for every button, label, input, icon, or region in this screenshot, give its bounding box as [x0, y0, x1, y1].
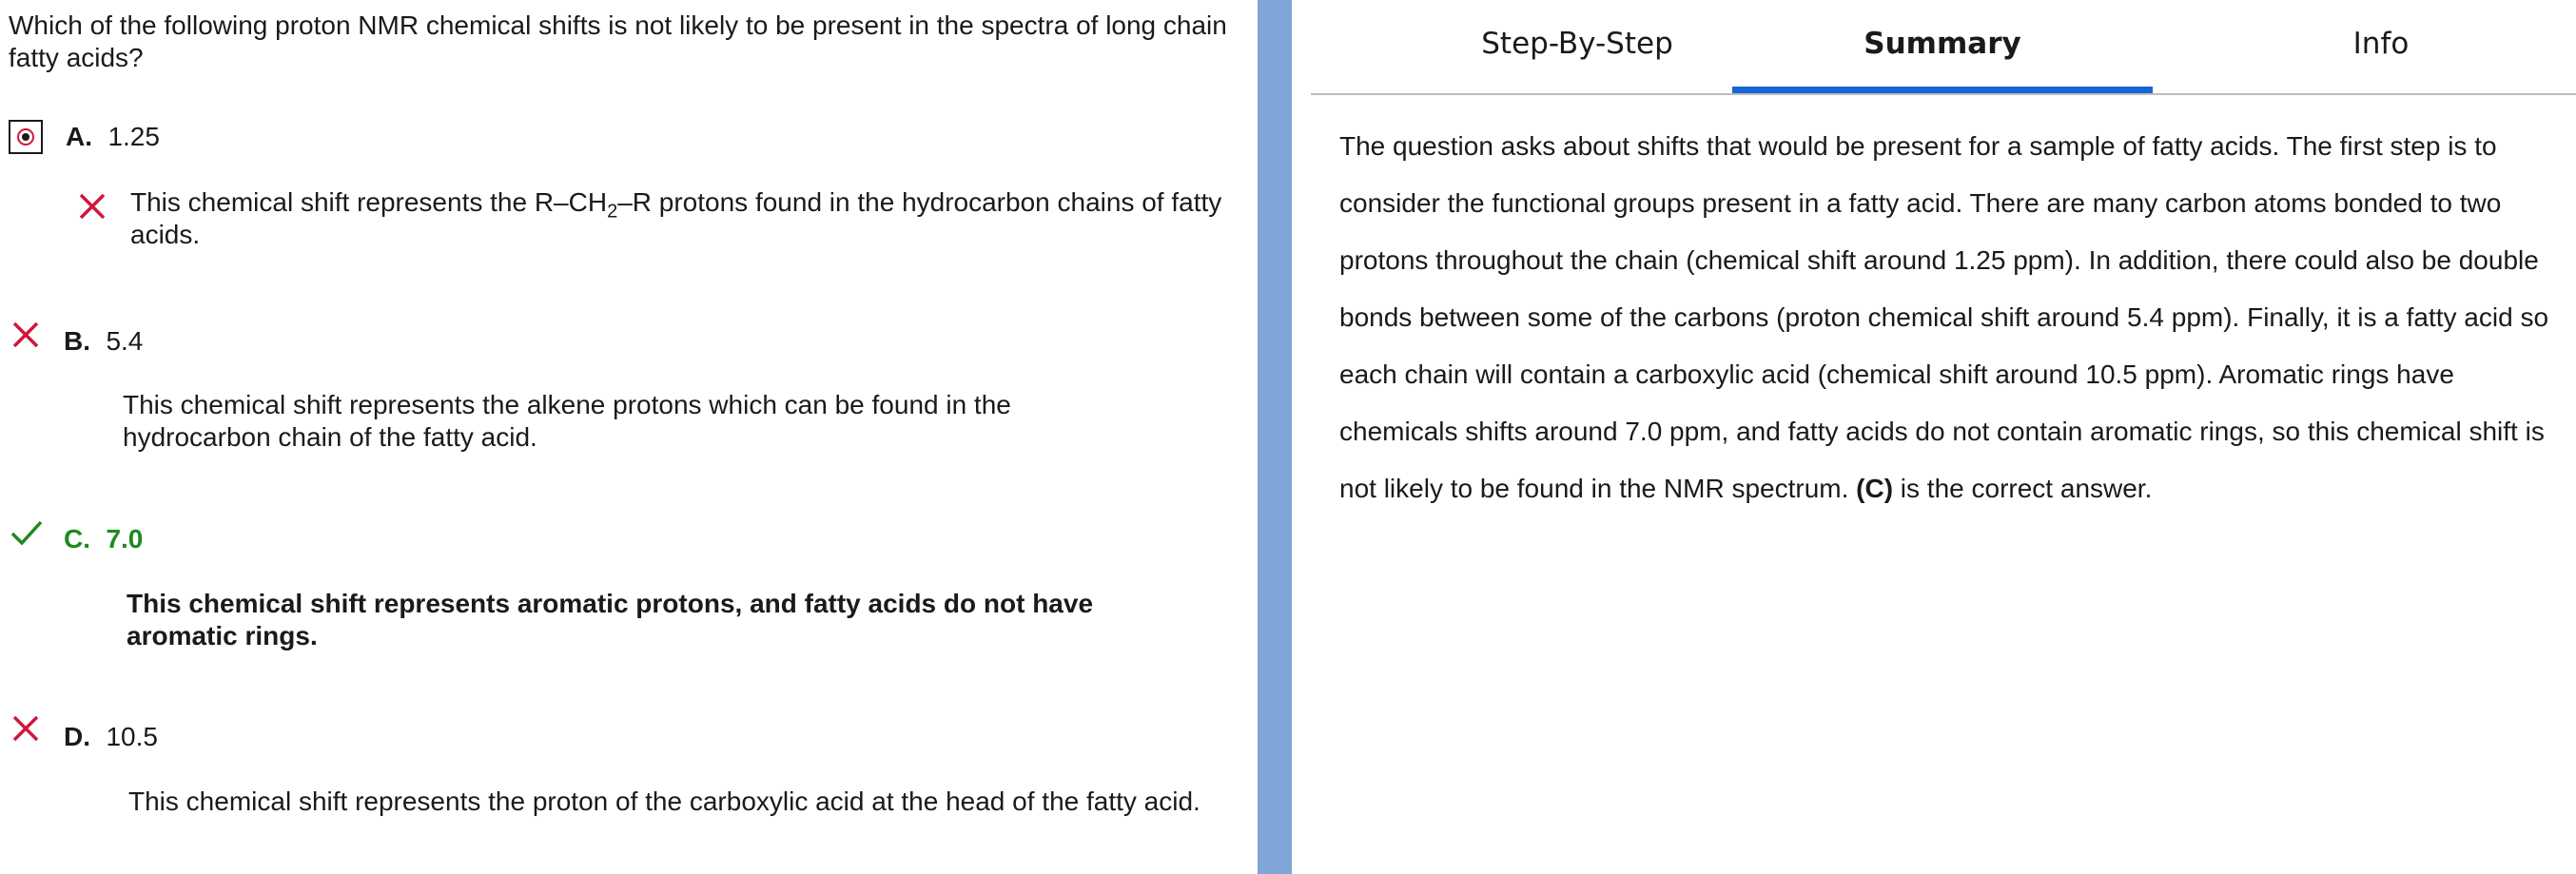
x-icon	[10, 713, 41, 744]
x-icon	[10, 320, 41, 350]
option-value: 5.4	[106, 326, 144, 356]
answer-highlight: (C)	[1856, 474, 1894, 503]
tab-step-by-step[interactable]: Step-By-Step	[1481, 27, 1673, 61]
radio-selected-icon[interactable]	[9, 120, 43, 154]
explanation-panel	[1292, 0, 2576, 874]
option-value: 7.0	[106, 524, 144, 554]
option-explanation: This chemical shift represents the alkene protons which can be found in the hydrocarbon chain of the fatty acid.	[123, 390, 1011, 452]
question-text: Which of the following proton NMR chemical shifts is not likely to be present in the spectra of long chain fatty acids?	[9, 10, 1227, 72]
question-panel	[0, 0, 1258, 874]
tab-summary[interactable]: Summary	[1864, 27, 2021, 61]
tab-divider	[1311, 93, 2576, 95]
option-explanation: This chemical shift represents the proton of the carboxylic acid at the head of the fatty acid.	[128, 787, 1200, 816]
option-letter: A.	[66, 122, 92, 151]
tab-bar	[1292, 0, 2576, 95]
summary-text: The question asks about shifts that would be present for a sample of fatty acids. The first step is to consider the functional groups present in a fatty acid. There are many carbon atoms bonded to two protons throughout the chain (chemical shift around 1.25 ppm). In addition, there could also be double bonds between some of the carbons (proton chemical shift around 5.4 ppm). Finally, it is a fatty acid so each chain will contain a carboxylic acid (chemical shift around 10.5 ppm). Aromatic rings have chemicals shifts around 7.0 ppm, and fatty acids do not contain aromatic rings, so this chemical shift is not likely to be found in the NMR spectrum. (C) is the correct answer.	[1339, 131, 2549, 503]
active-tab-indicator	[1732, 87, 2153, 93]
tab-info[interactable]: Info	[2352, 27, 2410, 61]
option-letter: C.	[64, 524, 90, 554]
option-value: 1.25	[107, 122, 160, 151]
option-d[interactable]	[64, 722, 158, 752]
option-letter: D.	[64, 722, 90, 751]
option-explanation: This chemical shift represents aromatic protons, and fatty acids do not have aromatic rings.	[127, 589, 1094, 651]
option-explanation: This chemical shift represents the $R-CH_2-R$ protons found in the hydrocarbon chains of fatty acids.	[130, 187, 1222, 249]
option-letter: B.	[64, 326, 90, 356]
checkmark-icon	[10, 515, 44, 550]
option-value: 10.5	[106, 722, 158, 751]
panel-divider[interactable]	[1258, 0, 1292, 874]
option-c[interactable]	[64, 524, 143, 554]
option-b[interactable]	[64, 326, 143, 357]
x-icon	[77, 191, 107, 222]
option-a[interactable]	[66, 122, 160, 152]
